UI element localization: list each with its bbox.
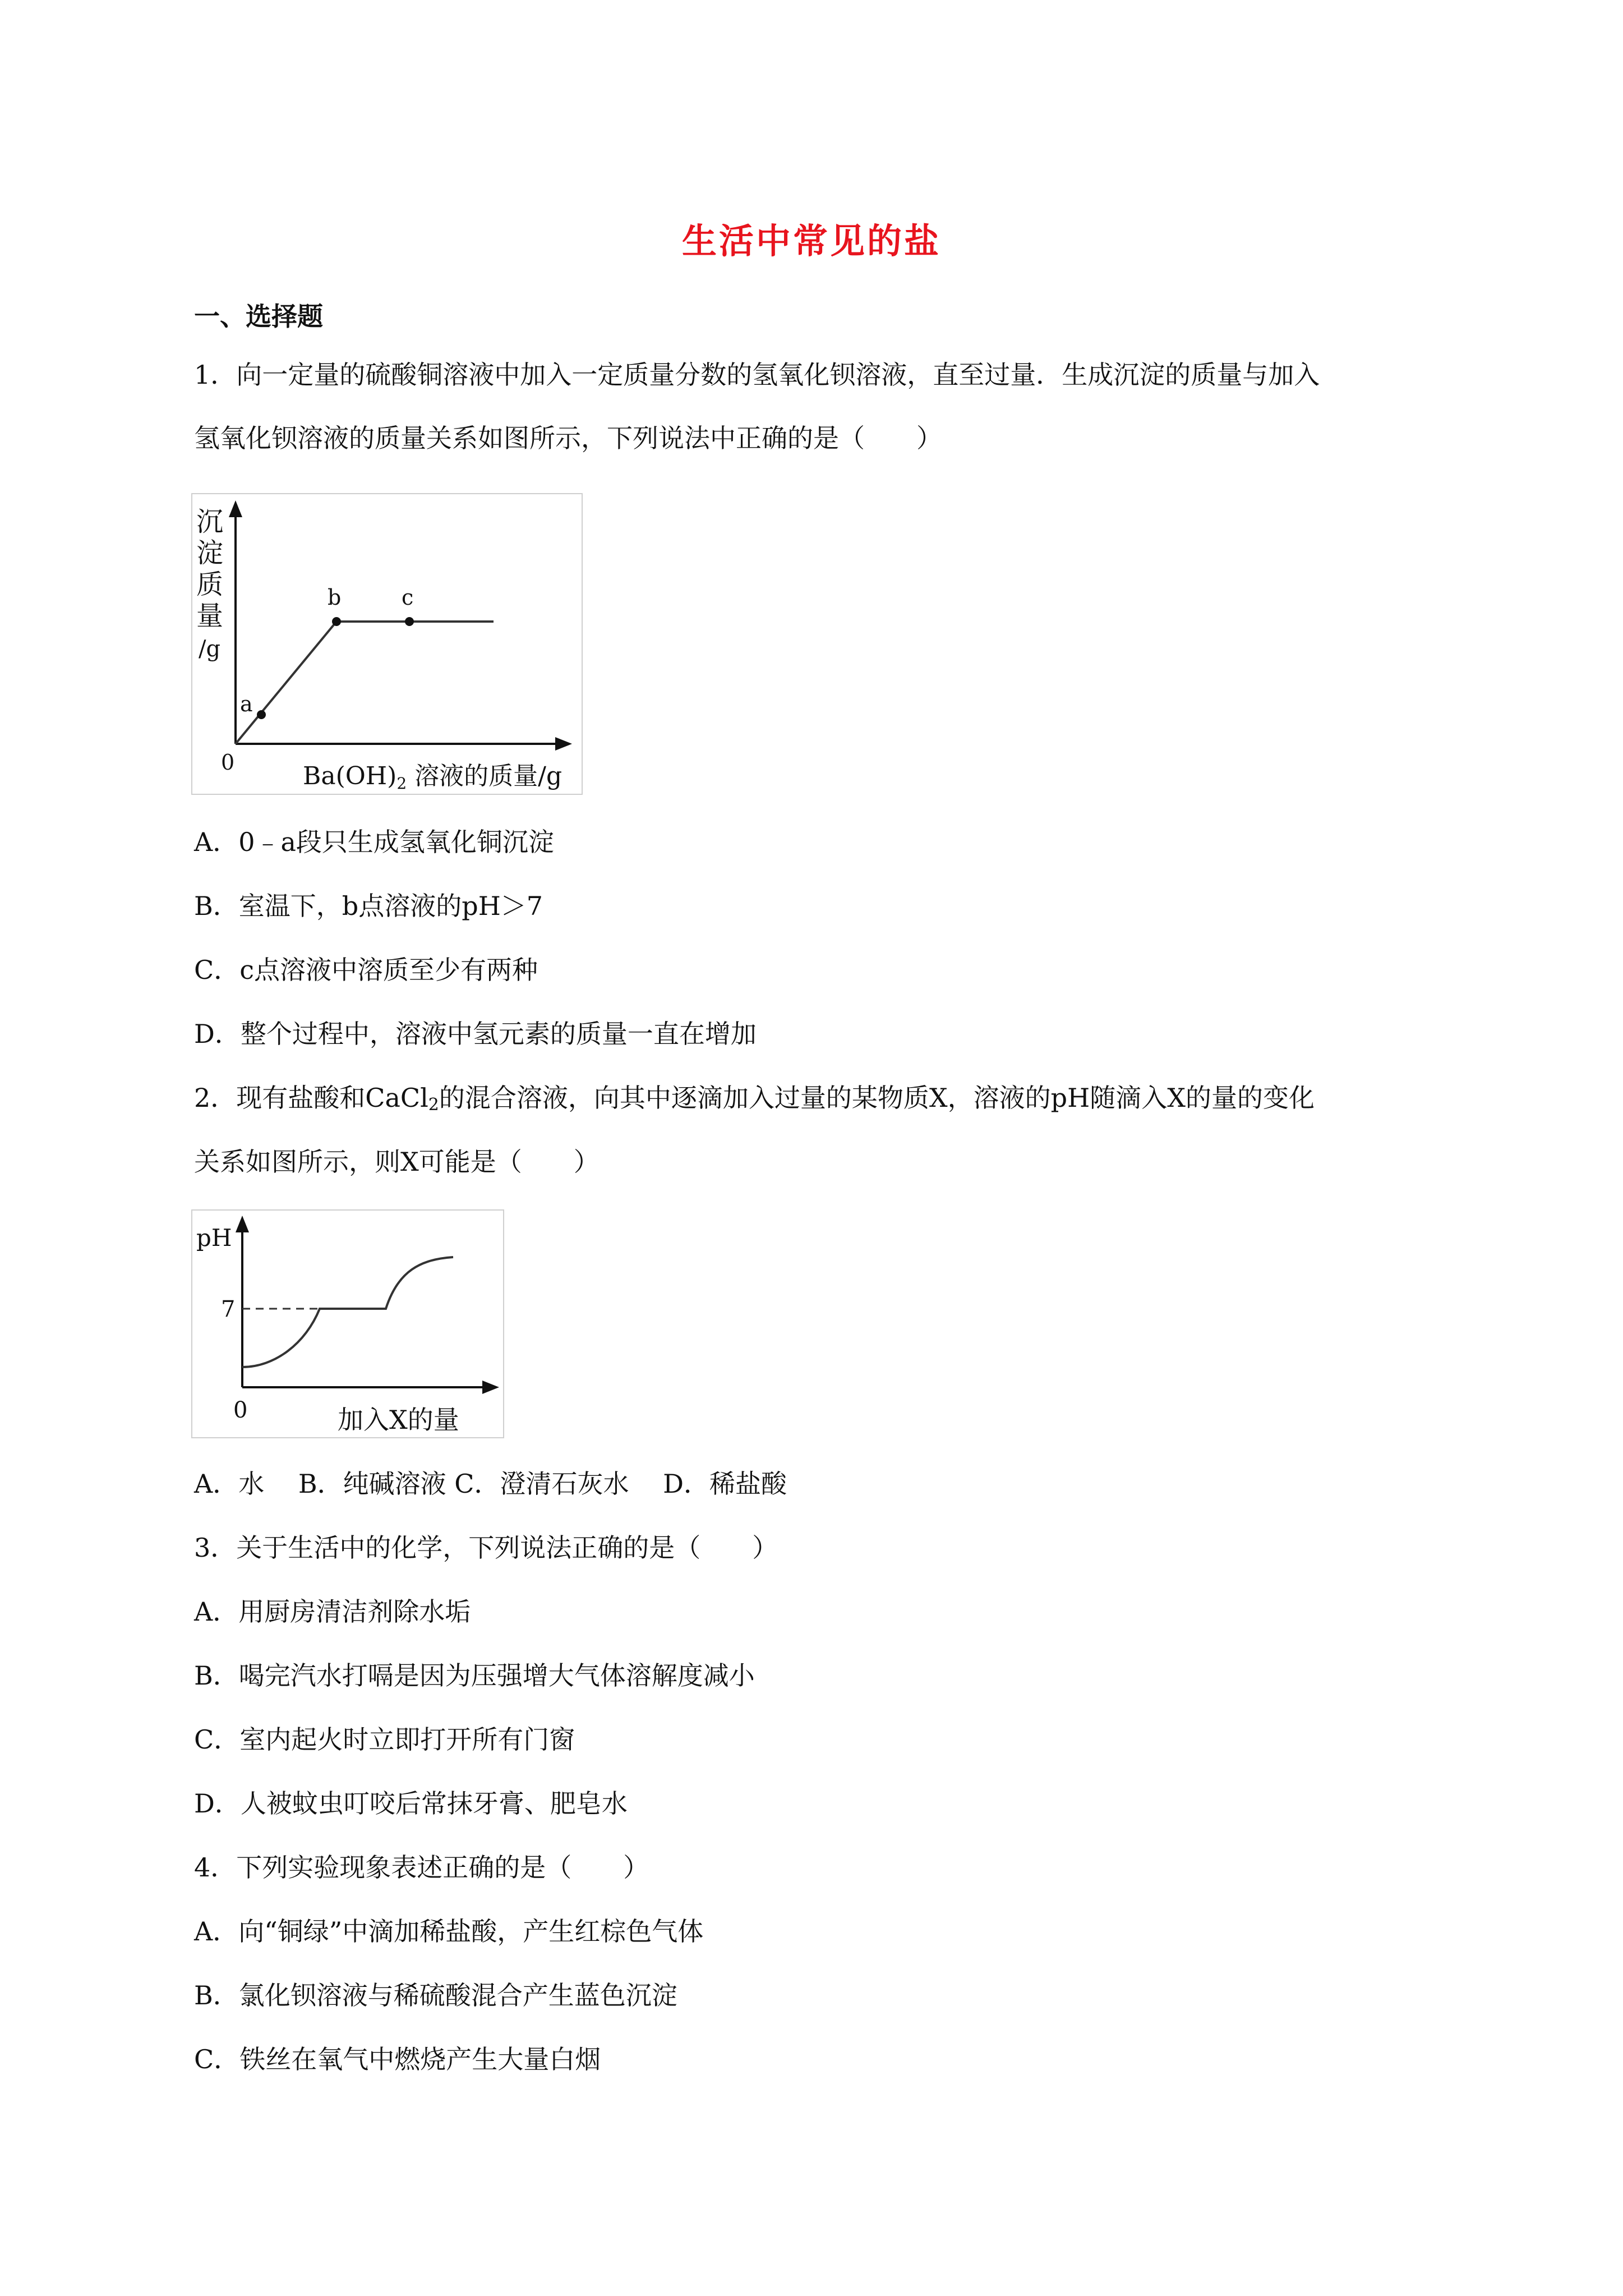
q1-option-a: A．0﹣a段只生成氢氧化铜沉淀 bbox=[194, 827, 554, 857]
q4-option-c: C．铁丝在氧气中燃烧产生大量白烟 bbox=[194, 2044, 601, 2074]
q1-ylabel-char-4: 量 bbox=[196, 600, 224, 632]
q4-stem: 4．下列实验现象表述正确的是（ ） bbox=[194, 1852, 649, 1883]
q1-rising-segment bbox=[236, 622, 336, 744]
q1-precipitate-graph bbox=[191, 493, 583, 795]
q3-stem: 3．关于生活中的化学，下列说法正确的是（ ） bbox=[194, 1533, 778, 1563]
q3-option-d: D．人被蚊虫叮咬后常抹牙膏、肥皂水 bbox=[194, 1788, 628, 1819]
q1-ylabel-char-1: 沉 bbox=[196, 506, 224, 537]
q2-y-axis-arrow bbox=[236, 1216, 249, 1232]
q1-x-axis-arrow bbox=[555, 737, 572, 751]
q1-ylabel-unit: /g bbox=[199, 636, 221, 662]
q3-option-a: A．用厨房清洁剂除水垢 bbox=[194, 1596, 471, 1627]
q1-y-axis-arrow bbox=[229, 500, 242, 517]
q2-ph-graph bbox=[191, 1209, 505, 1439]
q1-point-b-dot bbox=[332, 617, 341, 626]
q2-origin-label: 0 bbox=[233, 1397, 248, 1423]
q2-x-axis-arrow bbox=[482, 1381, 499, 1394]
q1-point-b-label: b bbox=[328, 585, 342, 610]
q2-stem-line2: 关系如图所示，则X可能是（ ） bbox=[194, 1147, 600, 1177]
q2-stem-line1: 2．现有盐酸和CaCl$_2$的混合溶液，向其中逐滴加入过量的某物质X，溶液的pH随滴入X的量的变化 bbox=[194, 1083, 1315, 1115]
q4-option-b: B．氯化钡溶液与稀硫酸混合产生蓝色沉淀 bbox=[194, 1980, 677, 2010]
q2-y-axis-label: pH bbox=[196, 1224, 232, 1251]
q3-option-c: C．室内起火时立即打开所有门窗 bbox=[194, 1724, 575, 1755]
page-title: 生活中常见的盐 bbox=[681, 220, 941, 261]
q1-ylabel-char-3: 质 bbox=[196, 569, 224, 600]
q1-point-c-label: c bbox=[402, 585, 414, 610]
q1-ylabel-char-2: 淀 bbox=[196, 537, 224, 569]
q1-option-c: C．c点溶液中溶质至少有两种 bbox=[194, 955, 538, 985]
q2-options: A．水 B．纯碱溶液 C．澄清石灰水 D．稀盐酸 bbox=[194, 1469, 787, 1499]
q1-point-c-dot bbox=[405, 617, 414, 626]
q1-option-b: B．室温下，b点溶液的pH＞7 bbox=[194, 891, 543, 921]
q2-ph-curve bbox=[242, 1257, 453, 1367]
q1-point-a-label: a bbox=[240, 692, 253, 716]
section-heading: 一、选择题 bbox=[194, 301, 323, 332]
q1-x-axis-label: Ba(OH)2 溶液的质量/g bbox=[303, 762, 562, 793]
q1-stem-line1: 1．向一定量的硫酸铜溶液中加入一定质量分数的氢氧化钡溶液，直至过量．生成沉淀的质量与加入 bbox=[194, 360, 1320, 390]
q2-x-axis-label: 加入X的量 bbox=[338, 1405, 459, 1435]
q4-option-a: A．向“铜绿”中滴加稀盐酸，产生红棕色气体 bbox=[194, 1916, 704, 1947]
q1-stem-line2: 氢氧化钡溶液的质量关系如图所示，下列说法中正确的是（ ） bbox=[194, 423, 942, 453]
q1-origin-label: 0 bbox=[221, 750, 235, 775]
q2-tick-7-label: 7 bbox=[221, 1296, 236, 1322]
q1-option-d: D．整个过程中，溶液中氢元素的质量一直在增加 bbox=[194, 1019, 757, 1049]
q3-option-b: B．喝完汽水打嗝是因为压强增大气体溶解度减小 bbox=[194, 1660, 755, 1691]
q1-point-a-dot bbox=[257, 710, 266, 719]
